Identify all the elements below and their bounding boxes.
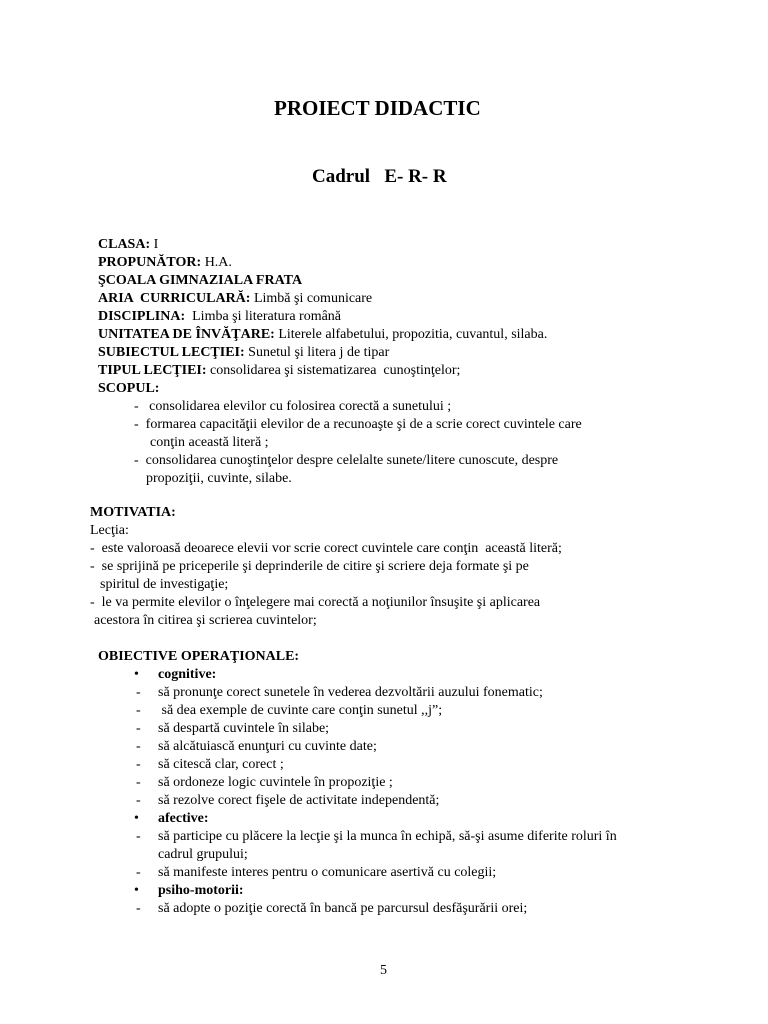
disciplina-label: DISCIPLINA: <box>98 309 186 324</box>
motivatia-intro: Lecţia: <box>90 523 129 538</box>
dash-marker: - <box>136 793 141 808</box>
scopul-line: - consolidarea elevilor cu folosirea corectă a sunetului ; <box>134 399 452 414</box>
dash-marker: - <box>136 775 141 790</box>
scopul-line: - consolidarea cunoştinţelor despre celelalte sunete/litere cunoscute, despre <box>134 453 559 468</box>
dash-marker: - <box>136 829 141 844</box>
info-scopul-label: SCOPUL: <box>98 381 160 396</box>
info-unitatea <box>98 326 547 344</box>
unitatea-label: UNITATEA DE ÎNVĂŢARE: <box>98 327 275 342</box>
subiectul-value: Sunetul şi litera j de tipar <box>244 345 390 360</box>
dash-marker: - <box>136 703 141 718</box>
afective-item: să manifeste interes pentru o comunicare asertivă cu colegii; <box>158 865 497 880</box>
info-clasa <box>98 236 158 254</box>
dash-marker: - <box>136 739 141 754</box>
afective-item: cadrul grupului; <box>158 847 248 862</box>
document-subtitle: Cadrul E- R- R <box>312 166 447 187</box>
document-title: PROIECT DIDACTIC <box>274 96 481 120</box>
bullet-icon: • <box>134 883 139 898</box>
cognitive-item: să pronunţe corect sunetele în vederea dezvoltării auzului fonematic; <box>158 685 543 700</box>
info-disciplina <box>98 308 341 326</box>
dash-marker: - <box>136 721 141 736</box>
psiho-item: să adopte o poziţie corectă în bancă pe parcursul desfăşurării orei; <box>158 901 528 916</box>
cognitive-item: să rezolve corect fişele de activitate independentă; <box>158 793 440 808</box>
tipul-value: consolidarea şi sistematizarea cunoştinţelor; <box>206 363 461 378</box>
motivatia-line: acestora în citirea şi scrierea cuvintelor; <box>94 613 317 628</box>
afective-item: să participe cu plăcere la lecţie şi la munca în echipă, să-şi asume diferite roluri în <box>158 829 617 844</box>
unitatea-value: Literele alfabetului, propozitia, cuvantul, silaba. <box>274 327 548 342</box>
cognitive-item: să ordoneze logic cuvintele în propoziţie ; <box>158 775 393 790</box>
afective-label: afective: <box>158 811 209 826</box>
bullet-icon: • <box>134 811 139 826</box>
info-subiectul <box>98 344 389 362</box>
info-scoala: ŞCOALA GIMNAZIALA FRATA <box>98 273 303 288</box>
propunator-label: PROPUNĂTOR: <box>98 255 202 270</box>
scopul-line: conţin această literă ; <box>150 435 269 450</box>
info-aria <box>98 290 372 308</box>
subiectul-label: SUBIECTUL LECŢIEI: <box>98 345 245 360</box>
scopul-line: propoziţii, cuvinte, silabe. <box>146 471 292 486</box>
obiective-heading: OBIECTIVE OPERAŢIONALE: <box>98 649 300 664</box>
motivatia-line: spiritul de investigaţie; <box>100 577 229 592</box>
motivatia-line: - le va permite elevilor o înţelegere mai corectă a noţiunilor însuşite şi aplicarea <box>90 595 541 610</box>
psiho-label: psiho-motorii: <box>158 883 244 898</box>
motivatia-heading: MOTIVATIA: <box>90 505 176 520</box>
info-propunator <box>98 254 232 272</box>
disciplina-value: Limba şi literatura română <box>185 309 342 324</box>
scopul-line: - formarea capacităţii elevilor de a recunoaşte şi de a scrie corect cuvintele care <box>134 417 582 432</box>
aria-value: Limbă şi comunicare <box>250 291 373 306</box>
page-number: 5 <box>380 963 387 978</box>
cognitive-item: să citescă clar, corect ; <box>158 757 284 772</box>
cognitive-label: cognitive: <box>158 667 217 682</box>
cognitive-item: să despartă cuvintele în silabe; <box>158 721 330 736</box>
bullet-icon: • <box>134 667 139 682</box>
dash-marker: - <box>136 757 141 772</box>
tipul-label: TIPUL LECŢIEI: <box>98 363 207 378</box>
motivatia-line: - se sprijină pe priceperile şi deprinderile de citire şi scriere deja formate şi pe <box>90 559 529 574</box>
dash-marker: - <box>136 685 141 700</box>
clasa-label: CLASA: <box>98 237 151 252</box>
clasa-value: I <box>150 237 159 252</box>
dash-marker: - <box>136 865 141 880</box>
cognitive-item: să alcătuiască enunţuri cu cuvinte date; <box>158 739 377 754</box>
aria-label: ARIA CURRICULARĂ: <box>98 291 251 306</box>
propunator-value: H.A. <box>201 255 232 270</box>
cognitive-item: să dea exemple de cuvinte care conţin sunetul ,,j”; <box>158 703 443 718</box>
info-tipul <box>98 362 460 380</box>
dash-marker: - <box>136 901 141 916</box>
motivatia-line: - este valoroasă deoarece elevii vor scrie corect cuvintele care conţin această literă; <box>90 541 562 556</box>
